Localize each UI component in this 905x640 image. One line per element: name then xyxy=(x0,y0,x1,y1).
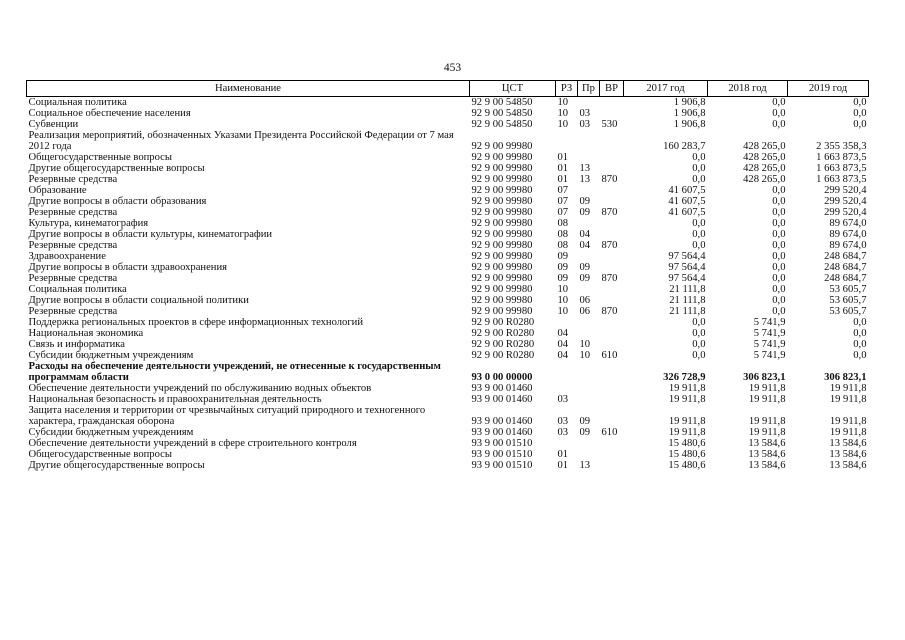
cell-cst: 92 9 00 99980 xyxy=(471,240,533,251)
cell-vr xyxy=(600,394,624,405)
header-2018: 2018 год xyxy=(708,81,788,97)
cell-2017: 97 564,4 xyxy=(668,273,706,284)
cell-2018: 0,0 xyxy=(772,218,786,229)
cell-name: Субсидии бюджетным учреждениям xyxy=(28,350,194,361)
cell-cst: 92 9 00 99980 xyxy=(471,229,533,240)
cell-cst: 93 9 00 01510 xyxy=(471,449,533,460)
cell-cst: 93 9 00 01460 xyxy=(471,383,533,394)
cell-name: Другие общегосударственные вопросы xyxy=(28,163,205,174)
cell-vr xyxy=(600,361,624,383)
table-row xyxy=(27,273,869,284)
cell-2019: 2 355 358,3 xyxy=(816,141,867,152)
cell-2018: 19 911,8 xyxy=(748,383,786,394)
cell-2017: 41 607,5 xyxy=(668,196,706,207)
cell-pr: 04 xyxy=(579,240,591,251)
cell-2017: 97 564,4 xyxy=(668,262,706,273)
cell-rz: 04 xyxy=(557,339,569,350)
cell-2019: 248 684,7 xyxy=(824,273,867,284)
cell-name: Резервные средства xyxy=(28,207,118,218)
table-row xyxy=(27,460,869,471)
cell-2018: 428 265,0 xyxy=(743,174,786,185)
cell-pr: 10 xyxy=(579,339,591,350)
cell-name: Субсидии бюджетным учреждениям xyxy=(28,427,194,438)
cell-cst: 92 9 00 99980 xyxy=(471,295,533,306)
table-row xyxy=(27,240,869,251)
cell-2017: 0,0 xyxy=(692,163,706,174)
cell-name: Национальная безопасность и правоохранительная деятельность xyxy=(28,394,322,405)
cell-name: Субвенции xyxy=(28,119,79,130)
cell-pr xyxy=(578,251,600,262)
cell-pr: 04 xyxy=(579,229,591,240)
cell-2019: 0,0 xyxy=(853,350,867,361)
table-row xyxy=(27,130,869,152)
cell-2017: 0,0 xyxy=(692,339,706,350)
cell-vr xyxy=(600,328,624,339)
cell-pr: 13 xyxy=(579,174,591,185)
table-row xyxy=(27,438,869,449)
cell-2017: 0,0 xyxy=(692,350,706,361)
table-row xyxy=(27,306,869,317)
cell-cst: 92 9 00 54850 xyxy=(471,119,533,130)
table-body xyxy=(27,97,869,472)
cell-2017: 0,0 xyxy=(692,152,706,163)
cell-cst: 92 9 00 99980 xyxy=(471,284,533,295)
cell-name: Резервные средства xyxy=(28,174,118,185)
cell-vr xyxy=(600,449,624,460)
cell-rz: 10 xyxy=(557,108,569,119)
cell-vr xyxy=(600,383,624,394)
table-row xyxy=(27,119,869,130)
cell-2019: 306 823,1 xyxy=(824,372,867,383)
cell-name: Расходы на обеспечение деятельности учреждений, не отнесенные к государственным программам области xyxy=(28,361,441,383)
cell-name: Защита населения и территории от чрезвычайных ситуаций природного и техногенного характера, гражданская оборона xyxy=(28,405,426,427)
cell-2019: 299 520,4 xyxy=(824,185,867,196)
cell-2018: 428 265,0 xyxy=(743,141,786,152)
cell-2018: 0,0 xyxy=(772,108,786,119)
cell-rz xyxy=(556,438,578,449)
cell-cst: 92 9 00 99980 xyxy=(471,251,533,262)
table-row xyxy=(27,383,869,394)
cell-2019: 19 911,8 xyxy=(829,427,867,438)
cell-vr xyxy=(600,163,624,174)
cell-pr: 09 xyxy=(579,427,591,438)
cell-2019: 53 605,7 xyxy=(829,295,867,306)
cell-2017: 0,0 xyxy=(692,229,706,240)
table-row xyxy=(27,262,869,273)
cell-2019: 0,0 xyxy=(853,317,867,328)
cell-rz xyxy=(556,361,578,383)
cell-rz: 10 xyxy=(557,97,569,108)
cell-vr xyxy=(600,317,624,328)
cell-vr xyxy=(600,460,624,471)
cell-2018: 13 584,6 xyxy=(748,449,786,460)
cell-2018: 0,0 xyxy=(772,185,786,196)
cell-2019: 0,0 xyxy=(853,108,867,119)
cell-cst: 92 9 00 99980 xyxy=(471,174,533,185)
cell-vr: 870 xyxy=(601,240,618,251)
cell-rz: 08 xyxy=(557,240,569,251)
cell-cst: 93 9 00 01460 xyxy=(471,427,533,438)
table-row xyxy=(27,196,869,207)
cell-2018: 13 584,6 xyxy=(748,438,786,449)
cell-pr xyxy=(578,449,600,460)
cell-rz xyxy=(556,317,578,328)
cell-2018: 0,0 xyxy=(772,295,786,306)
cell-2018: 5 741,9 xyxy=(753,317,786,328)
cell-2018: 5 741,9 xyxy=(753,339,786,350)
cell-cst: 92 9 00 R0280 xyxy=(471,328,535,339)
cell-vr xyxy=(600,339,624,350)
cell-2018: 13 584,6 xyxy=(748,460,786,471)
table-row xyxy=(27,427,869,438)
cell-rz: 07 xyxy=(557,207,569,218)
cell-2018: 0,0 xyxy=(772,251,786,262)
cell-vr: 610 xyxy=(601,427,618,438)
cell-cst: 92 9 00 54850 xyxy=(471,97,533,108)
cell-vr xyxy=(600,185,624,196)
cell-2017: 19 911,8 xyxy=(668,427,706,438)
cell-2019: 1 663 873,5 xyxy=(816,163,867,174)
cell-vr xyxy=(600,130,624,152)
cell-pr: 03 xyxy=(579,119,591,130)
cell-2019: 19 911,8 xyxy=(829,416,867,427)
cell-rz: 04 xyxy=(557,328,569,339)
cell-pr: 09 xyxy=(579,273,591,284)
table-row xyxy=(27,284,869,295)
cell-name: Резервные средства xyxy=(28,240,118,251)
cell-2018: 0,0 xyxy=(772,196,786,207)
cell-rz: 03 xyxy=(557,394,569,405)
cell-rz: 09 xyxy=(557,251,569,262)
cell-2018: 306 823,1 xyxy=(743,372,786,383)
cell-2019: 89 674,0 xyxy=(829,229,867,240)
cell-cst: 92 9 00 99980 xyxy=(471,196,533,207)
cell-pr xyxy=(578,328,600,339)
table-row xyxy=(27,163,869,174)
cell-pr: 06 xyxy=(579,306,591,317)
cell-vr xyxy=(600,196,624,207)
cell-pr xyxy=(578,317,600,328)
cell-2017: 0,0 xyxy=(692,240,706,251)
table-row xyxy=(27,251,869,262)
cell-vr xyxy=(600,284,624,295)
cell-2019: 0,0 xyxy=(853,119,867,130)
cell-2019: 13 584,6 xyxy=(829,449,867,460)
cell-rz: 09 xyxy=(557,273,569,284)
cell-2019: 248 684,7 xyxy=(824,251,867,262)
cell-rz: 04 xyxy=(557,350,569,361)
header-pr: Пр xyxy=(578,81,600,97)
cell-rz: 08 xyxy=(557,229,569,240)
cell-2017: 21 111,8 xyxy=(669,284,706,295)
cell-vr xyxy=(600,218,624,229)
cell-rz: 03 xyxy=(557,427,569,438)
table-row xyxy=(27,174,869,185)
cell-2017: 1 906,8 xyxy=(673,108,706,119)
cell-2017: 19 911,8 xyxy=(668,394,706,405)
cell-2019: 1 663 873,5 xyxy=(816,152,867,163)
header-rz: РЗ xyxy=(556,81,578,97)
cell-pr: 09 xyxy=(579,416,591,427)
cell-vr xyxy=(600,405,624,427)
cell-pr: 13 xyxy=(579,460,591,471)
cell-pr xyxy=(578,97,600,109)
cell-rz: 03 xyxy=(557,416,569,427)
cell-vr xyxy=(600,438,624,449)
cell-2019: 0,0 xyxy=(853,97,867,108)
cell-rz: 08 xyxy=(557,218,569,229)
cell-cst: 92 9 00 99980 xyxy=(471,185,533,196)
header-2017: 2017 год xyxy=(624,81,708,97)
table-row xyxy=(27,350,869,361)
cell-name: Социальная политика xyxy=(28,97,127,108)
cell-rz xyxy=(556,383,578,394)
cell-cst: 92 9 00 99980 xyxy=(471,218,533,229)
cell-cst: 92 9 00 99980 xyxy=(471,262,533,273)
cell-rz xyxy=(556,130,578,152)
cell-2017: 21 111,8 xyxy=(669,295,706,306)
cell-2019: 53 605,7 xyxy=(829,306,867,317)
cell-2019: 0,0 xyxy=(853,328,867,339)
cell-cst: 92 9 00 99980 xyxy=(471,152,533,163)
cell-rz: 10 xyxy=(557,119,569,130)
budget-table xyxy=(26,80,869,471)
header-vr: ВР xyxy=(600,81,624,97)
cell-cst: 92 9 00 99980 xyxy=(471,163,533,174)
table-row xyxy=(27,295,869,306)
header-name: Наименование xyxy=(27,81,470,97)
cell-cst: 92 9 00 99980 xyxy=(471,141,533,152)
cell-2019: 53 605,7 xyxy=(829,284,867,295)
table-row xyxy=(27,317,869,328)
cell-cst: 92 9 00 R0280 xyxy=(471,317,535,328)
cell-cst: 92 9 00 99980 xyxy=(471,306,533,317)
cell-rz: 07 xyxy=(557,185,569,196)
cell-rz: 10 xyxy=(557,306,569,317)
cell-2017: 160 283,7 xyxy=(663,141,706,152)
cell-2017: 19 911,8 xyxy=(668,416,706,427)
cell-vr xyxy=(600,251,624,262)
cell-pr: 06 xyxy=(579,295,591,306)
cell-pr xyxy=(578,284,600,295)
cell-2019: 19 911,8 xyxy=(829,383,867,394)
table-row xyxy=(27,339,869,350)
cell-2018: 0,0 xyxy=(772,262,786,273)
table-row xyxy=(27,229,869,240)
cell-vr xyxy=(600,108,624,119)
cell-vr: 530 xyxy=(601,119,618,130)
cell-2018: 428 265,0 xyxy=(743,163,786,174)
cell-rz: 01 xyxy=(557,152,569,163)
cell-name: Обеспечение деятельности учреждений по обслуживанию водных объектов xyxy=(28,383,372,394)
cell-pr xyxy=(578,185,600,196)
cell-name: Другие вопросы в области образования xyxy=(28,196,207,207)
cell-2017: 0,0 xyxy=(692,328,706,339)
header-cst: ЦСТ xyxy=(470,81,556,97)
cell-name: Здравоохранение xyxy=(28,251,106,262)
cell-vr xyxy=(600,152,624,163)
cell-vr: 610 xyxy=(601,350,618,361)
cell-pr xyxy=(578,438,600,449)
cell-name: Резервные средства xyxy=(28,306,118,317)
cell-2018: 0,0 xyxy=(772,306,786,317)
cell-rz: 07 xyxy=(557,196,569,207)
cell-2018: 5 741,9 xyxy=(753,328,786,339)
cell-cst: 93 9 00 01460 xyxy=(471,394,533,405)
cell-2018: 19 911,8 xyxy=(748,427,786,438)
table-row xyxy=(27,328,869,339)
table-row xyxy=(27,449,869,460)
cell-2019: 299 520,4 xyxy=(824,207,867,218)
cell-name: Социальное обеспечение населения xyxy=(28,108,191,119)
table-row xyxy=(27,207,869,218)
cell-2019: 248 684,7 xyxy=(824,262,867,273)
cell-vr xyxy=(600,97,624,109)
cell-rz: 01 xyxy=(557,174,569,185)
cell-2018: 19 911,8 xyxy=(748,416,786,427)
cell-name: Другие вопросы в области культуры, кинематографии xyxy=(28,229,273,240)
cell-2019: 0,0 xyxy=(853,339,867,350)
table-row xyxy=(27,361,869,383)
cell-rz: 10 xyxy=(557,284,569,295)
cell-2018: 19 911,8 xyxy=(748,394,786,405)
cell-2018: 0,0 xyxy=(772,284,786,295)
cell-2017: 0,0 xyxy=(692,174,706,185)
cell-pr: 10 xyxy=(579,350,591,361)
table-row xyxy=(27,97,869,109)
cell-2019: 13 584,6 xyxy=(829,438,867,449)
cell-name: Другие вопросы в области социальной политики xyxy=(28,295,249,306)
cell-2018: 0,0 xyxy=(772,273,786,284)
cell-vr: 870 xyxy=(601,306,618,317)
cell-pr: 09 xyxy=(579,196,591,207)
cell-cst: 92 9 00 99980 xyxy=(471,207,533,218)
cell-2017: 41 607,5 xyxy=(668,207,706,218)
cell-2017: 0,0 xyxy=(692,317,706,328)
cell-pr xyxy=(578,383,600,394)
table-row xyxy=(27,152,869,163)
cell-name: Национальная экономика xyxy=(28,328,144,339)
cell-2019: 1 663 873,5 xyxy=(816,174,867,185)
cell-rz: 01 xyxy=(557,449,569,460)
cell-vr xyxy=(600,295,624,306)
cell-pr xyxy=(578,361,600,383)
cell-name: Поддержка региональных проектов в сфере информационных технологий xyxy=(28,317,364,328)
cell-pr: 09 xyxy=(579,262,591,273)
cell-name: Общегосударственные вопросы xyxy=(28,449,172,460)
table-row xyxy=(27,185,869,196)
cell-2017: 15 480,6 xyxy=(668,460,706,471)
cell-rz: 10 xyxy=(557,295,569,306)
cell-2019: 19 911,8 xyxy=(829,394,867,405)
cell-2018: 428 265,0 xyxy=(743,152,786,163)
cell-name: Культура, кинематография xyxy=(28,218,149,229)
cell-name: Другие вопросы в области здравоохранения xyxy=(28,262,227,273)
cell-vr xyxy=(600,262,624,273)
cell-name: Реализация мероприятий, обозначенных Указами Президента Российской Федерации от 7 мая 2012 года xyxy=(28,130,454,152)
cell-2019: 89 674,0 xyxy=(829,240,867,251)
cell-2019: 299 520,4 xyxy=(824,196,867,207)
cell-pr xyxy=(578,218,600,229)
cell-cst: 93 9 00 01510 xyxy=(471,438,533,449)
cell-2018: 0,0 xyxy=(772,97,786,108)
cell-2018: 0,0 xyxy=(772,240,786,251)
cell-pr xyxy=(578,394,600,405)
cell-name: Резервные средства xyxy=(28,273,118,284)
page-number: 453 xyxy=(443,62,462,74)
cell-2017: 15 480,6 xyxy=(668,449,706,460)
cell-cst: 93 9 00 01510 xyxy=(471,460,533,471)
cell-cst: 92 9 00 R0280 xyxy=(471,350,535,361)
cell-2019: 13 584,6 xyxy=(829,460,867,471)
table-header-row xyxy=(27,81,869,97)
cell-rz: 09 xyxy=(557,262,569,273)
cell-cst: 93 9 00 01460 xyxy=(471,416,533,427)
cell-2017: 41 607,5 xyxy=(668,185,706,196)
cell-name: Общегосударственные вопросы xyxy=(28,152,172,163)
cell-pr: 09 xyxy=(579,207,591,218)
cell-vr: 870 xyxy=(601,207,618,218)
cell-pr xyxy=(578,130,600,152)
cell-cst: 92 9 00 R0280 xyxy=(471,339,535,350)
cell-2017: 21 111,8 xyxy=(669,306,706,317)
cell-pr: 03 xyxy=(579,108,591,119)
cell-2018: 0,0 xyxy=(772,207,786,218)
cell-2019: 89 674,0 xyxy=(829,218,867,229)
table-row xyxy=(27,394,869,405)
table-row xyxy=(27,108,869,119)
cell-name: Связь и информатика xyxy=(28,339,125,350)
cell-vr: 870 xyxy=(601,273,618,284)
cell-2018: 0,0 xyxy=(772,229,786,240)
cell-2017: 1 906,8 xyxy=(673,119,706,130)
cell-name: Образование xyxy=(28,185,87,196)
cell-name: Другие общегосударственные вопросы xyxy=(28,460,205,471)
cell-name: Социальная политика xyxy=(28,284,127,295)
cell-rz: 01 xyxy=(557,460,569,471)
cell-cst: 92 9 00 54850 xyxy=(471,108,533,119)
cell-2017: 19 911,8 xyxy=(668,383,706,394)
cell-vr: 870 xyxy=(601,174,618,185)
cell-cst: 92 9 00 99980 xyxy=(471,273,533,284)
cell-2018: 5 741,9 xyxy=(753,350,786,361)
cell-2017: 1 906,8 xyxy=(673,97,706,108)
cell-2017: 0,0 xyxy=(692,218,706,229)
cell-2018: 0,0 xyxy=(772,119,786,130)
cell-pr xyxy=(578,152,600,163)
cell-cst: 93 0 00 00000 xyxy=(471,372,533,383)
table-row xyxy=(27,218,869,229)
cell-vr xyxy=(600,229,624,240)
table-row xyxy=(27,405,869,427)
header-2019: 2019 год xyxy=(788,81,869,97)
cell-2017: 97 564,4 xyxy=(668,251,706,262)
cell-pr: 13 xyxy=(579,163,591,174)
cell-2017: 326 728,9 xyxy=(663,372,706,383)
cell-rz: 01 xyxy=(557,163,569,174)
cell-2017: 15 480,6 xyxy=(668,438,706,449)
cell-name: Обеспечение деятельности учреждений в сфере строительного контроля xyxy=(28,438,357,449)
